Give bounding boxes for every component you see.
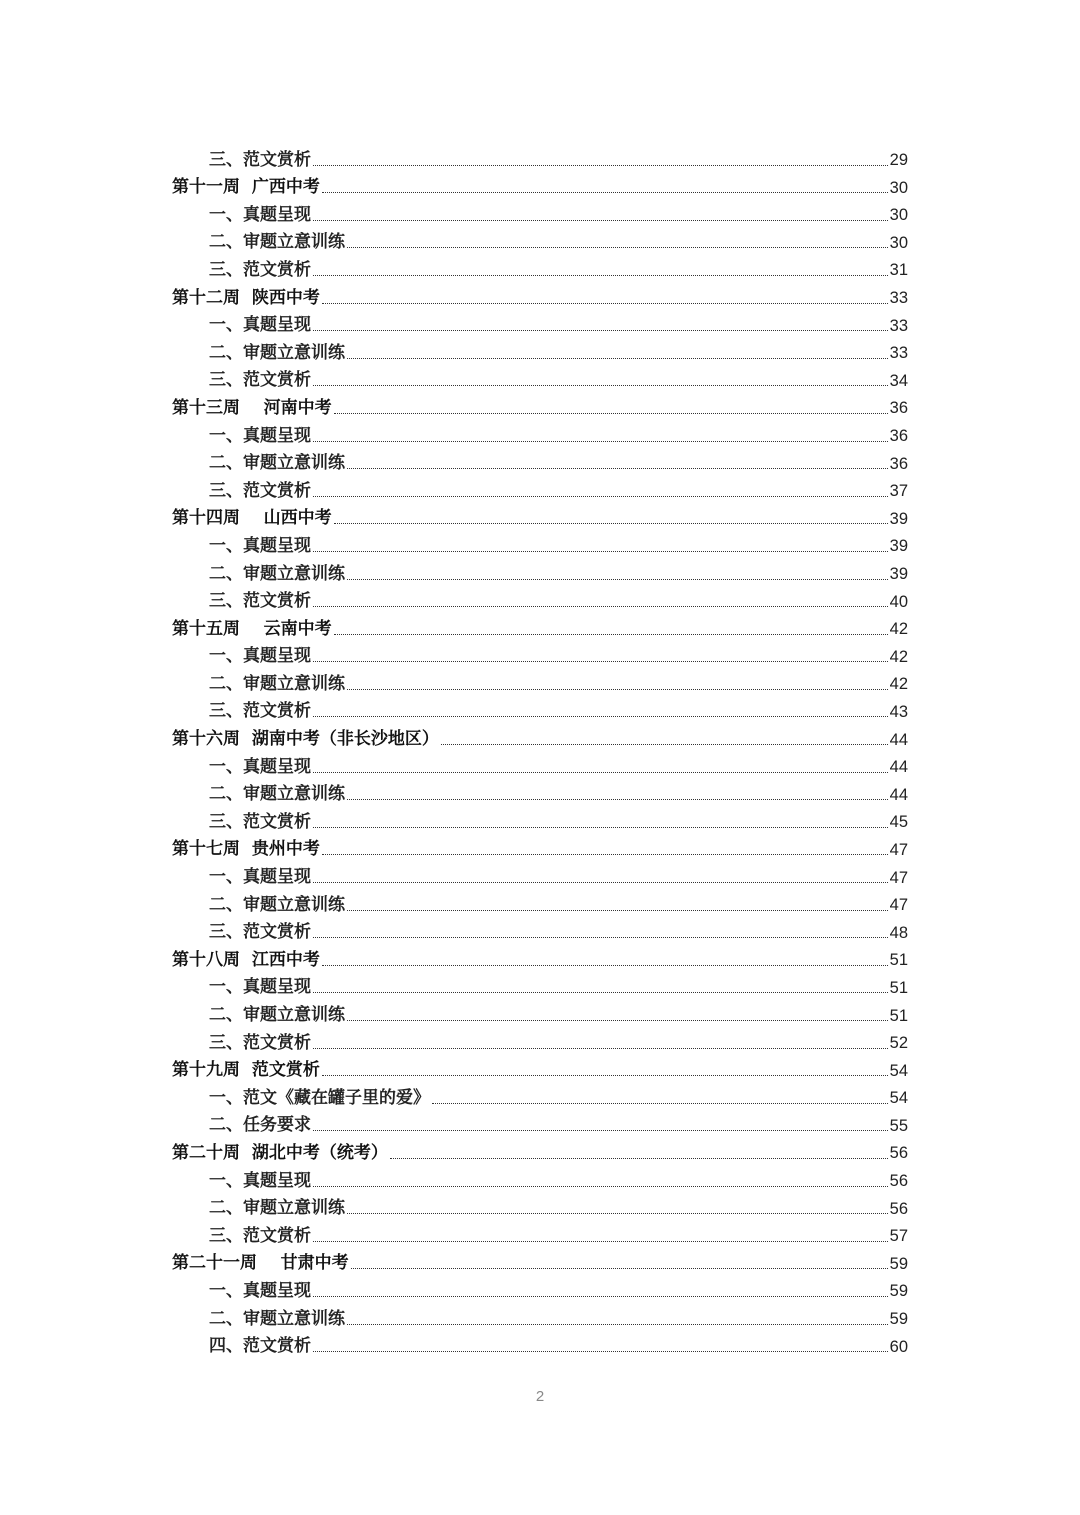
toc-section-entry[interactable] xyxy=(172,1162,908,1190)
toc-entry-label: 二、审题立意训练 xyxy=(209,1005,345,1025)
toc-chapter-entry[interactable] xyxy=(172,500,908,528)
toc-entry-page: 44 xyxy=(889,758,908,777)
dot-leader xyxy=(313,220,888,221)
toc-entry-label: 二、审题立意训练 xyxy=(209,784,345,805)
dot-leader xyxy=(347,1213,888,1214)
dot-leader xyxy=(313,1130,888,1131)
toc-section-entry[interactable] xyxy=(172,638,908,666)
dot-leader xyxy=(322,965,888,966)
toc-entry-page: 33 xyxy=(889,289,908,308)
dot-leader xyxy=(347,689,888,690)
toc-entry-label: 三、范文赏析 xyxy=(209,370,311,391)
toc-entry-label: 一、真题呈现 xyxy=(209,756,311,777)
toc-section-entry[interactable] xyxy=(172,996,908,1024)
toc-entry-page: 31 xyxy=(889,261,908,280)
toc-section-entry[interactable] xyxy=(172,1024,908,1052)
table-of-contents xyxy=(172,141,908,1355)
toc-entry-page: 47 xyxy=(889,896,908,915)
dot-leader xyxy=(313,937,888,938)
toc-entry-label: 三、范文赏析 xyxy=(209,149,311,170)
toc-entry-page: 42 xyxy=(889,675,908,694)
toc-section-entry[interactable] xyxy=(172,141,908,169)
toc-entry-page: 59 xyxy=(889,1254,908,1273)
toc-section-entry[interactable] xyxy=(172,362,908,390)
toc-section-entry[interactable] xyxy=(172,251,908,279)
toc-entry-label: 四、范文赏析 xyxy=(209,1336,311,1357)
toc-entry-label: 一、真题呈现 xyxy=(209,535,311,556)
toc-entry-label: 三、范文赏析 xyxy=(209,591,311,612)
toc-entry-page: 30 xyxy=(889,206,908,225)
dot-leader xyxy=(347,468,888,469)
toc-section-entry[interactable] xyxy=(172,693,908,721)
dot-leader xyxy=(334,413,888,414)
toc-entry-page: 39 xyxy=(889,537,908,556)
toc-entry-label: 二、审题立意训练 xyxy=(209,232,345,253)
toc-entry-label: 第十六周 湖南中考（非长沙地区） xyxy=(172,729,439,750)
toc-entry-page: 33 xyxy=(889,344,908,363)
toc-section-entry[interactable] xyxy=(172,1190,908,1218)
dot-leader xyxy=(313,1296,888,1297)
toc-entry-page: 51 xyxy=(889,951,908,970)
toc-entry-label: 一、真题呈现 xyxy=(209,315,311,336)
dot-leader xyxy=(334,634,888,635)
dot-leader xyxy=(313,1241,888,1242)
dot-leader xyxy=(313,441,888,442)
toc-section-entry[interactable] xyxy=(172,583,908,611)
dot-leader xyxy=(313,992,888,993)
dot-leader xyxy=(313,716,888,717)
toc-entry-page: 47 xyxy=(889,868,908,887)
toc-entry-label: 二、审题立意训练 xyxy=(209,1198,345,1219)
toc-entry-label: 二、审题立意训练 xyxy=(209,1308,345,1329)
toc-entry-label: 二、审题立意训练 xyxy=(209,673,345,694)
page-number: 2 xyxy=(535,1388,545,1405)
toc-entry-page: 40 xyxy=(889,592,908,611)
toc-section-entry[interactable] xyxy=(172,1328,908,1356)
toc-entry-label: 一、真题呈现 xyxy=(209,1170,311,1191)
toc-section-entry[interactable] xyxy=(172,224,908,252)
toc-section-entry[interactable] xyxy=(172,748,908,776)
toc-section-entry[interactable] xyxy=(172,1217,908,1245)
toc-chapter-entry[interactable] xyxy=(172,279,908,307)
toc-entry-page: 39 xyxy=(889,509,908,528)
toc-entry-page: 44 xyxy=(889,785,908,804)
toc-entry-page: 36 xyxy=(889,454,908,473)
toc-chapter-entry[interactable] xyxy=(172,389,908,417)
toc-section-entry[interactable] xyxy=(172,307,908,335)
dot-leader xyxy=(390,1158,888,1159)
toc-entry-label: 三、范文赏析 xyxy=(209,811,311,832)
dot-leader xyxy=(313,882,888,883)
toc-section-entry[interactable] xyxy=(172,555,908,583)
toc-section-entry[interactable] xyxy=(172,914,908,942)
dot-leader xyxy=(347,1324,888,1325)
toc-entry-page: 42 xyxy=(889,647,908,666)
dot-leader xyxy=(441,744,888,745)
toc-entry-label: 一、真题呈现 xyxy=(209,425,311,446)
toc-entry-page: 59 xyxy=(889,1310,908,1329)
toc-entry-page: 47 xyxy=(889,840,908,859)
toc-entry-label: 二、审题立意训练 xyxy=(209,894,345,915)
toc-entry-label: 第十四周 山西中考 xyxy=(172,508,332,529)
toc-section-entry[interactable] xyxy=(172,527,908,555)
toc-section-entry[interactable] xyxy=(172,472,908,500)
toc-entry-page: 59 xyxy=(889,1282,908,1301)
toc-entry-page: 43 xyxy=(889,702,908,721)
dot-leader xyxy=(313,551,888,552)
toc-entry-label: 三、范文赏析 xyxy=(209,259,311,280)
toc-entry-label: 三、范文赏析 xyxy=(209,1225,311,1246)
toc-section-entry[interactable] xyxy=(172,445,908,473)
toc-entry-page: 56 xyxy=(889,1199,908,1218)
dot-leader xyxy=(347,358,888,359)
toc-entry-label: 第二十一周 甘肃中考 xyxy=(172,1253,349,1274)
toc-entry-page: 39 xyxy=(889,565,908,583)
dot-leader xyxy=(313,606,888,607)
dot-leader xyxy=(347,579,888,580)
toc-section-entry[interactable] xyxy=(172,1272,908,1300)
toc-entry-page: 42 xyxy=(889,620,908,639)
toc-entry-label: 第十九周 范文赏析 xyxy=(172,1060,320,1081)
toc-entry-label: 一、真题呈现 xyxy=(209,867,311,888)
toc-chapter-entry[interactable] xyxy=(172,1245,908,1273)
dot-leader xyxy=(334,523,888,524)
toc-entry-page: 34 xyxy=(889,371,908,390)
toc-entry-page: 44 xyxy=(889,730,908,749)
toc-entry-label: 二、审题立意训练 xyxy=(209,342,345,363)
toc-entry-page: 51 xyxy=(889,978,908,997)
toc-entry-label: 三、范文赏析 xyxy=(209,922,311,943)
toc-entry-label: 三、范文赏析 xyxy=(209,701,311,722)
dot-leader xyxy=(347,1020,888,1021)
dot-leader xyxy=(313,772,888,773)
toc-entry-label: 第十五周 云南中考 xyxy=(172,618,332,639)
dot-leader xyxy=(351,1268,888,1269)
toc-entry-page: 45 xyxy=(889,813,908,832)
toc-section-entry[interactable] xyxy=(172,665,908,693)
toc-entry-page: 56 xyxy=(889,1144,908,1163)
toc-entry-page: 56 xyxy=(889,1172,908,1191)
toc-entry-label: 一、真题呈现 xyxy=(209,204,311,225)
toc-chapter-entry[interactable] xyxy=(172,610,908,638)
toc-entry-label: 第二十周 湖北中考（统考） xyxy=(172,1142,388,1163)
dot-leader xyxy=(347,910,888,911)
toc-entry-page: 54 xyxy=(889,1089,908,1108)
toc-entry-page: 37 xyxy=(889,482,908,501)
toc-entry-page: 57 xyxy=(889,1227,908,1246)
dot-leader xyxy=(313,330,888,331)
toc-entry-page: 30 xyxy=(889,233,908,252)
toc-section-entry[interactable] xyxy=(172,1107,908,1135)
toc-entry-page: 60 xyxy=(889,1337,908,1356)
toc-chapter-entry[interactable] xyxy=(172,1052,908,1080)
dot-leader xyxy=(313,165,888,166)
toc-entry-label: 第十三周 河南中考 xyxy=(172,397,332,418)
toc-entry-page: 30 xyxy=(889,178,908,197)
toc-entry-label: 一、真题呈现 xyxy=(209,977,311,998)
toc-section-entry[interactable] xyxy=(172,776,908,804)
toc-entry-label: 二、审题立意训练 xyxy=(209,563,345,584)
dot-leader xyxy=(313,496,888,497)
toc-section-entry[interactable] xyxy=(172,417,908,445)
toc-chapter-entry[interactable] xyxy=(172,720,908,748)
toc-section-entry[interactable] xyxy=(172,1079,908,1107)
toc-entry-label: 二、审题立意训练 xyxy=(209,453,345,474)
dot-leader xyxy=(322,303,888,304)
toc-entry-page: 48 xyxy=(889,923,908,942)
toc-entry-page: 51 xyxy=(889,1006,908,1025)
dot-leader xyxy=(313,1351,888,1352)
toc-entry-page: 36 xyxy=(889,399,908,418)
dot-leader xyxy=(313,275,888,276)
toc-entry-page: 29 xyxy=(889,151,908,170)
toc-chapter-entry[interactable] xyxy=(172,941,908,969)
toc-section-entry[interactable] xyxy=(172,858,908,886)
toc-entry-label: 第十二周 陕西中考 xyxy=(172,287,320,308)
toc-section-entry[interactable] xyxy=(172,1300,908,1328)
toc-entry-label: 第十一周 广西中考 xyxy=(172,177,320,198)
toc-section-entry[interactable] xyxy=(172,969,908,997)
dot-leader xyxy=(432,1103,888,1104)
toc-section-entry[interactable] xyxy=(172,334,908,362)
toc-entry-label: 三、范文赏析 xyxy=(209,480,311,501)
dot-leader xyxy=(313,385,888,386)
toc-section-entry[interactable] xyxy=(172,196,908,224)
dot-leader xyxy=(313,1048,888,1049)
toc-chapter-entry[interactable] xyxy=(172,169,908,197)
toc-entry-label: 二、任务要求 xyxy=(209,1115,311,1136)
toc-section-entry[interactable] xyxy=(172,886,908,914)
toc-entry-label: 第十八周 江西中考 xyxy=(172,949,320,970)
toc-entry-label: 一、范文《藏在罐子里的爱》 xyxy=(209,1087,430,1108)
dot-leader xyxy=(322,854,888,855)
toc-entry-page: 55 xyxy=(889,1116,908,1135)
toc-entry-label: 第十七周 贵州中考 xyxy=(172,839,320,860)
toc-entry-page: 52 xyxy=(889,1034,908,1053)
dot-leader xyxy=(322,192,888,193)
toc-entry-label: 三、范文赏析 xyxy=(209,1032,311,1053)
toc-entry-page: 33 xyxy=(889,316,908,335)
dot-leader xyxy=(322,1075,888,1076)
dot-leader xyxy=(313,1186,888,1187)
toc-entry-page: 54 xyxy=(889,1061,908,1080)
toc-chapter-entry[interactable] xyxy=(172,1134,908,1162)
toc-section-entry[interactable] xyxy=(172,803,908,831)
dot-leader xyxy=(313,827,888,828)
toc-entry-label: 一、真题呈现 xyxy=(209,646,311,667)
toc-entry-page: 36 xyxy=(889,427,908,446)
toc-chapter-entry[interactable] xyxy=(172,831,908,859)
dot-leader xyxy=(313,661,888,662)
toc-entry-label: 一、真题呈现 xyxy=(209,1280,311,1301)
dot-leader xyxy=(347,247,888,248)
dot-leader xyxy=(347,799,888,800)
